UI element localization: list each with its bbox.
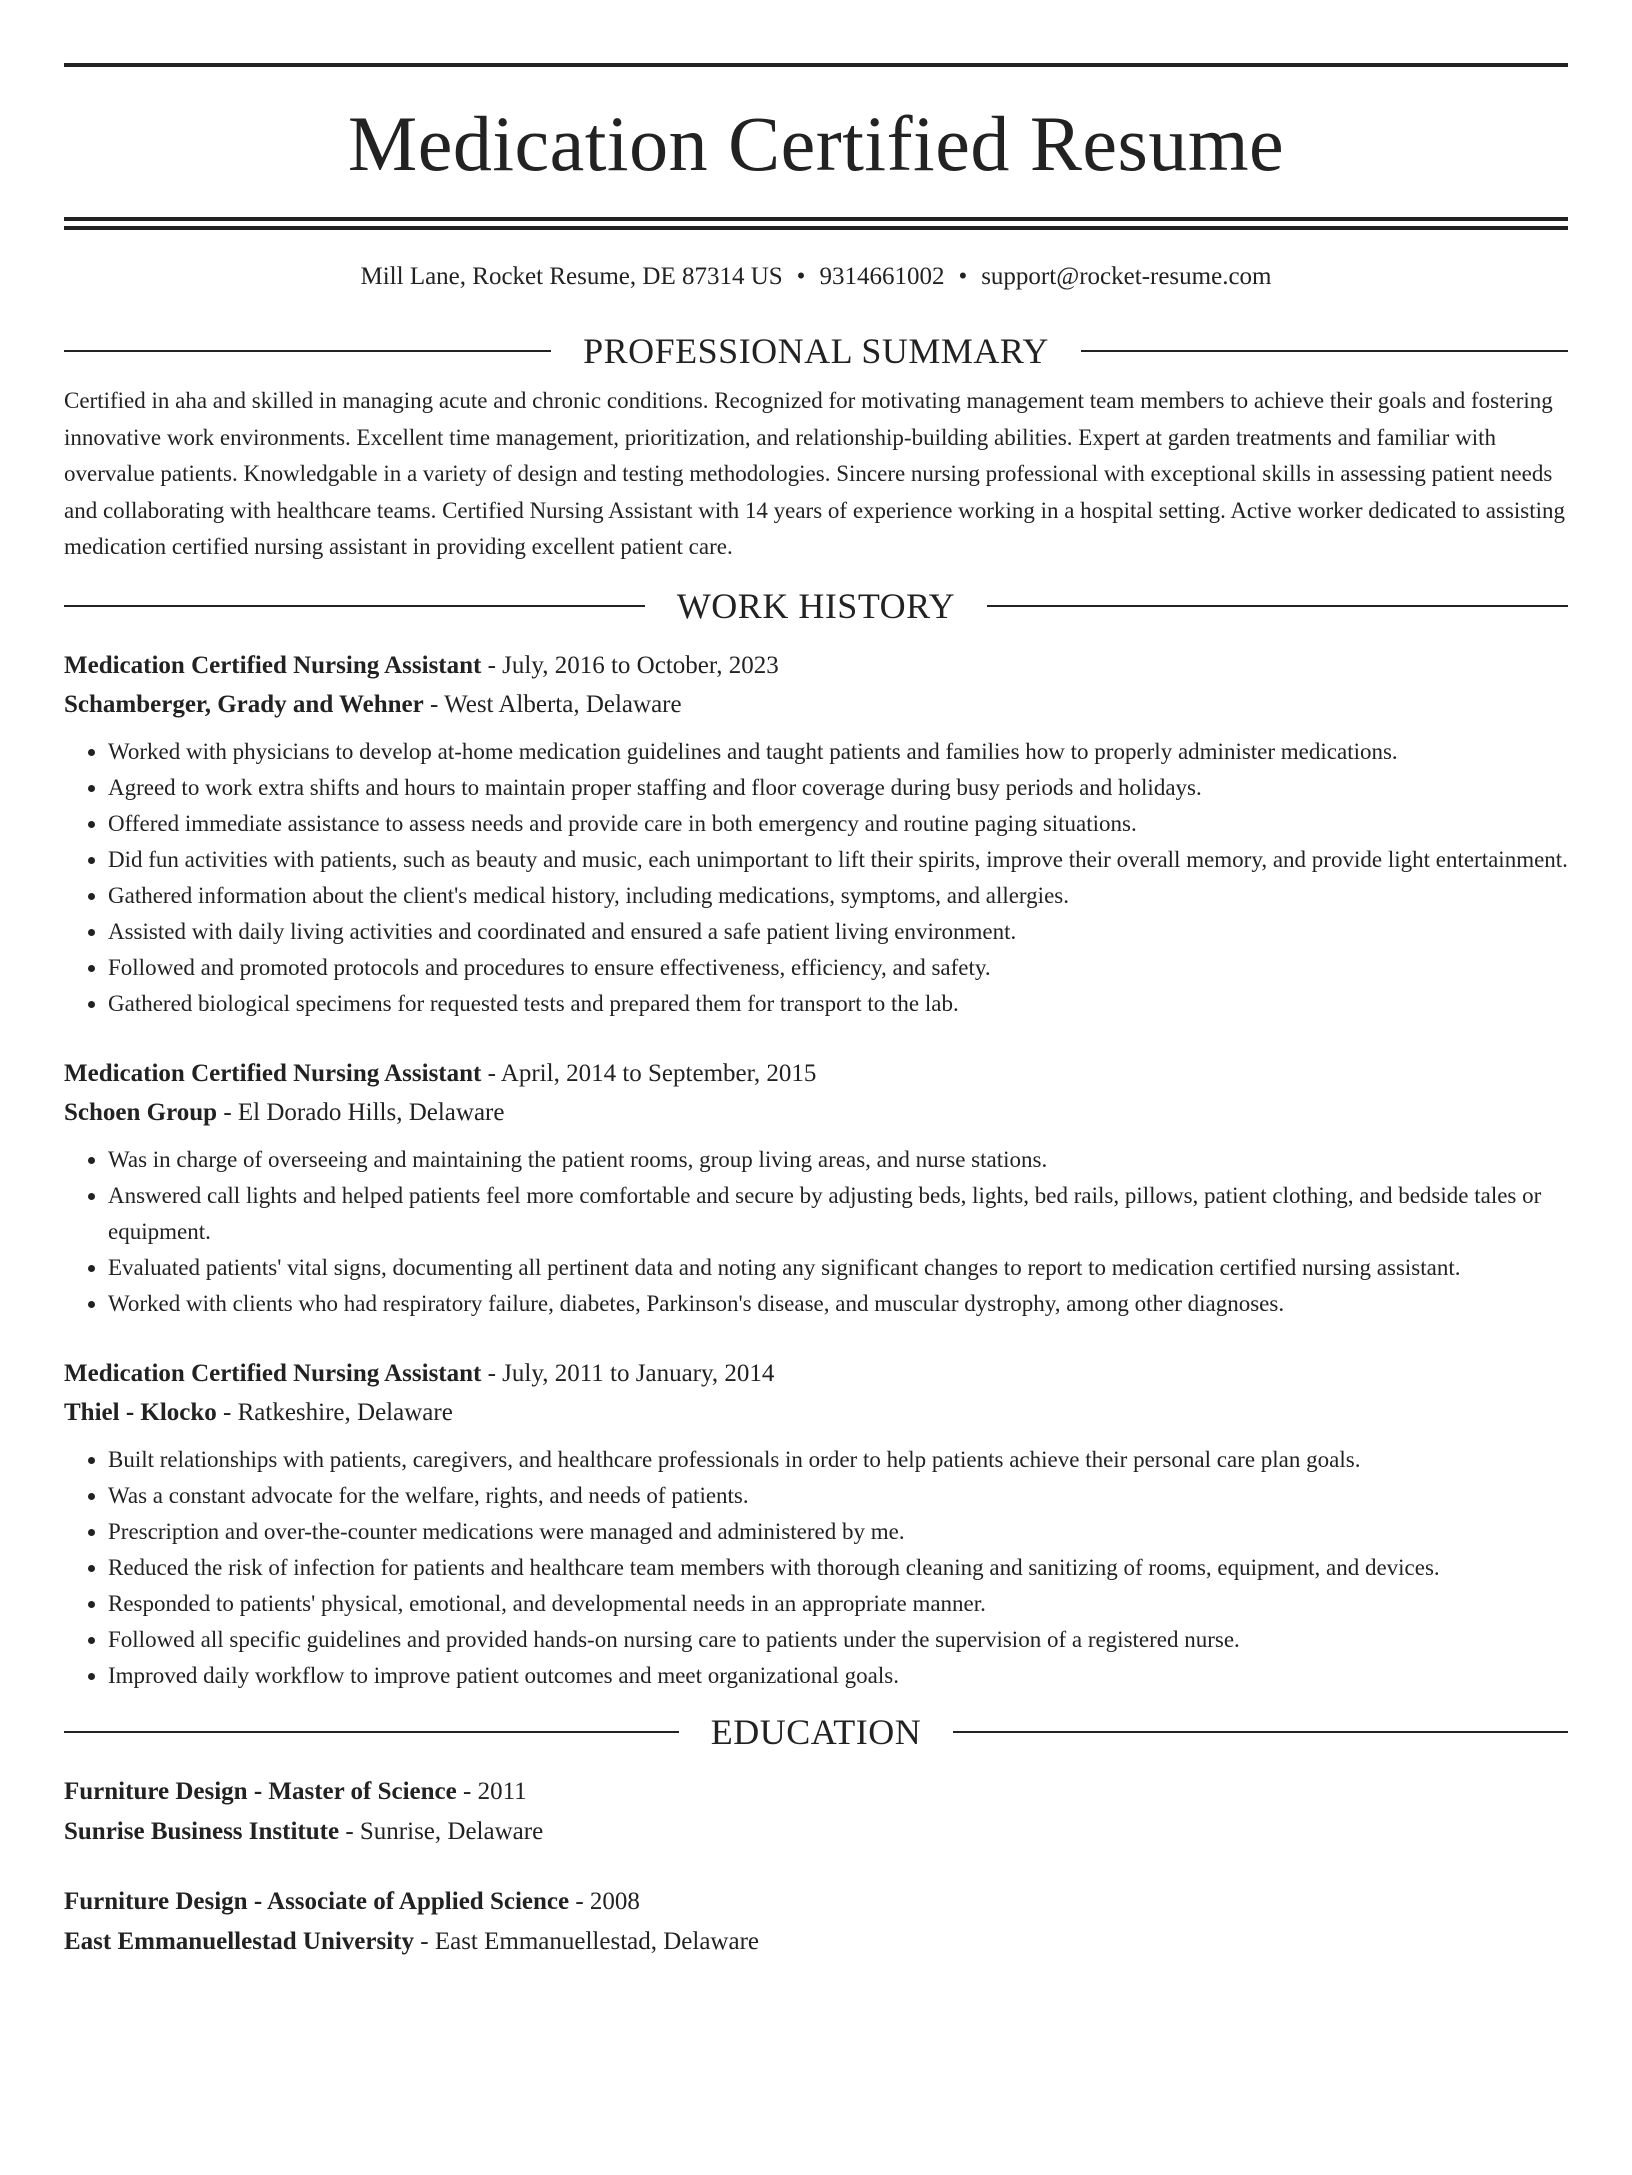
job-bullet: • Improved daily workflow to improve patient outcomes and meet organizational goals. (108, 1658, 1568, 1694)
job-title-line (64, 1354, 1568, 1393)
job-entry (64, 1354, 1568, 1694)
job-location: - West Alberta, Delaware (423, 690, 682, 718)
heading-rule-left (64, 1731, 679, 1733)
work-history-heading-label: WORK HISTORY (676, 585, 956, 626)
job-location: - Ratkeshire, Delaware (216, 1398, 453, 1426)
heading-rule-right (987, 605, 1568, 607)
job-bullet: • Was in charge of overseeing and maintaining the patient rooms, group living areas, and nurse stations. (108, 1142, 1568, 1178)
resume-page (0, 63, 1632, 2175)
education-degree: Furniture Design - Master of Science (64, 1777, 457, 1805)
job-bullets (64, 1442, 1568, 1694)
contact-line (64, 261, 1568, 293)
resume-title: Medication Certified Resume (347, 100, 1285, 187)
contact-separator: • (958, 263, 968, 290)
job-entry (64, 646, 1568, 1022)
contact-phone: 9314661002 (819, 263, 945, 290)
education-heading-label: EDUCATION (710, 1711, 922, 1752)
job-company-line (64, 685, 1568, 724)
summary-text: Certified in aha and skilled in managing acute and chronic conditions. Recognized for motivating management team members to achieve their goals and fostering innovative work environments. Excellent time management, prioritization, and relationship-building abilities. Expert at garden treatments and familiar with overvalue patients. Knowledgable in a variety of design and testing methodologies. Sincere nursing professional with exceptional skills in assessing patient needs and collaborating with healthcare teams. Certified Nursing Assistant with 14 years of experience working in a hospital setting. Active worker dedicated to assisting medication certified nursing assistant in providing excellent patient care. (64, 388, 1565, 559)
job-dates: - July, 2011 to January, 2014 (481, 1359, 775, 1387)
job-title: Medication Certified Nursing Assistant (64, 1059, 482, 1087)
job-bullet: • Evaluated patients' vital signs, documenting all pertinent data and noting any significant changes to report to medication certified nursing assistant. (108, 1250, 1568, 1286)
top-rule (64, 63, 1568, 67)
job-location: - El Dorado Hills, Delaware (217, 1098, 505, 1126)
job-dates: - July, 2016 to October, 2023 (481, 651, 779, 679)
heading-rule-right (953, 1731, 1568, 1733)
education-entry (64, 1772, 1568, 1852)
job-bullet: • Followed all specific guidelines and provided hands-on nursing care to patients under the supervision of a registered nurse. (108, 1622, 1568, 1658)
summary-heading-label: PROFESSIONAL SUMMARY (583, 331, 1049, 371)
job-bullet: • Did fun activities with patients, such as beauty and music, each unimportant to lift their spirits, improve their overall memory, and provide light entertainment. (108, 842, 1568, 878)
job-bullet: • Built relationships with patients, caregivers, and healthcare professionals in order to help patients achieve their personal care plan goals. (108, 1442, 1568, 1478)
job-bullet: • Gathered biological specimens for requested tests and prepared them for transport to the lab. (108, 986, 1568, 1022)
job-title: Medication Certified Nursing Assistant (64, 1359, 482, 1387)
heading-rule-left (64, 350, 551, 352)
education-entry (64, 1882, 1568, 1962)
education-school-line (64, 1812, 1568, 1852)
education-degree-line (64, 1882, 1568, 1922)
job-bullets (64, 1142, 1568, 1322)
work-history-heading (64, 584, 1568, 628)
job-bullet: • Prescription and over-the-counter medications were managed and administered by me. (108, 1514, 1568, 1550)
education-school: Sunrise Business Institute (64, 1817, 340, 1845)
contact-email: support@rocket-resume.com (981, 263, 1272, 290)
job-title: Medication Certified Nursing Assistant (64, 651, 482, 679)
job-bullet: • Offered immediate assistance to assess needs and provide care in both emergency and routine paging situations. (108, 806, 1568, 842)
education-degree: Furniture Design - Associate of Applied Science (64, 1887, 570, 1915)
education-school: East Emmanuellestad University (64, 1927, 414, 1955)
job-company-line (64, 1093, 1568, 1132)
job-company-line (64, 1393, 1568, 1432)
job-bullet: • Answered call lights and helped patients feel more comfortable and secure by adjusting beds, lights, bed rails, pillows, patient clothing, and bedside tales or equipment. (108, 1178, 1568, 1250)
summary-heading (64, 329, 1568, 373)
job-title-line (64, 1054, 1568, 1093)
job-bullet: • Responded to patients' physical, emotional, and developmental needs in an appropriate manner. (108, 1586, 1568, 1622)
education-location: - East Emmanuellestad, Delaware (414, 1927, 759, 1955)
education-school-line (64, 1922, 1568, 1962)
contact-address: Mill Lane, Rocket Resume, DE 87314 US (360, 263, 783, 290)
job-title-line (64, 646, 1568, 685)
heading-rule-right (1081, 350, 1568, 352)
job-bullet: • Worked with clients who had respiratory failure, diabetes, Parkinson's disease, and muscular dystrophy, among other diagnoses. (108, 1286, 1568, 1322)
job-dates: - April, 2014 to September, 2015 (481, 1059, 817, 1087)
job-bullet: • Agreed to work extra shifts and hours to maintain proper staffing and floor coverage during busy periods and holidays. (108, 770, 1568, 806)
job-bullet: • Gathered information about the client's medical history, including medications, symptoms, and allergies. (108, 878, 1568, 914)
education-location: - Sunrise, Delaware (339, 1817, 544, 1845)
heading-rule-left (64, 605, 645, 607)
job-bullet: • Was a constant advocate for the welfare, rights, and needs of patients. (108, 1478, 1568, 1514)
job-bullet: • Worked with physicians to develop at-home medication guidelines and taught patients and families how to properly administer medications. (108, 734, 1568, 770)
job-bullets (64, 734, 1568, 1022)
job-company: Schoen Group (64, 1098, 218, 1126)
job-bullet: • Assisted with daily living activities and coordinated and ensured a safe patient living environment. (108, 914, 1568, 950)
job-bullet: • Reduced the risk of infection for patients and healthcare team members with thorough cleaning and sanitizing of rooms, equipment, and devices. (108, 1550, 1568, 1586)
title-double-rule (64, 217, 1568, 230)
contact-separator: • (796, 263, 806, 290)
job-company: Thiel - Klocko (64, 1398, 217, 1426)
education-degree-line (64, 1772, 1568, 1812)
job-bullet: • Followed and promoted protocols and procedures to ensure effectiveness, efficiency, and safety. (108, 950, 1568, 986)
job-entry (64, 1054, 1568, 1322)
education-year: - 2008 (569, 1887, 640, 1915)
job-company: Schamberger, Grady and Wehner (64, 690, 424, 718)
education-heading (64, 1710, 1568, 1754)
education-year: - 2011 (456, 1777, 527, 1805)
